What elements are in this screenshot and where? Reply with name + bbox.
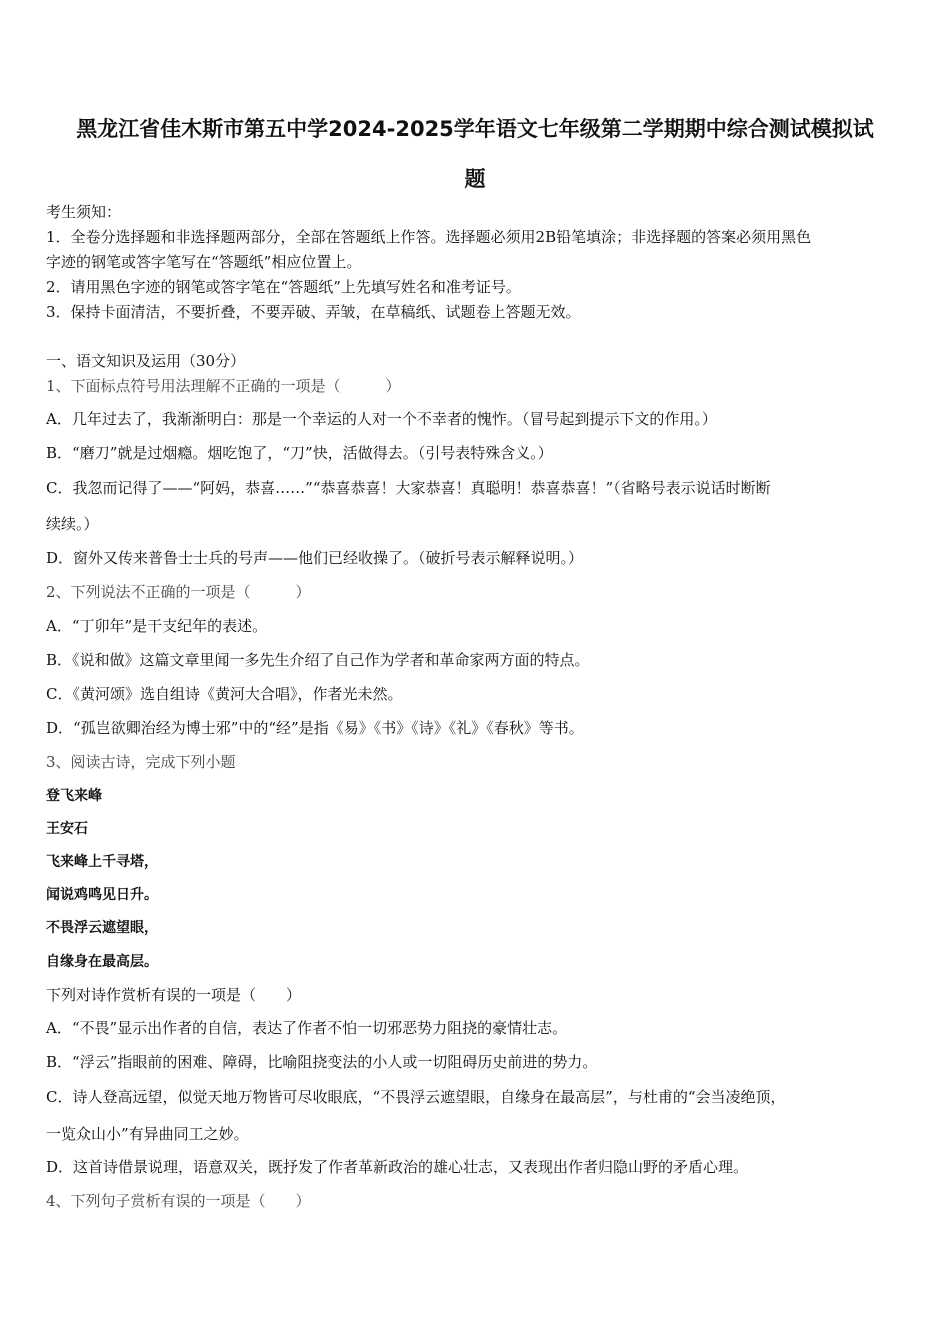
q3-option-a: A．“不畏”显示出作者的自信，表达了作者不怕一切邪恶势力阻挠的豪情壮志。 — [46, 1019, 568, 1037]
notice-item-3: 3．保持卡面清洁，不要折叠，不要弄破、弄皱，在草稿纸、试题卷上答题无效。 — [46, 303, 581, 321]
notice-heading: 考生须知： — [46, 203, 122, 221]
q3-sub-stem: 下列对诗作赏析有误的一项是（ ） — [46, 986, 302, 1004]
q1-option-c-line2: 续续。） — [46, 515, 99, 533]
poem-author: 王安石 — [46, 821, 88, 837]
q2-option-d: D．“孤岂欲卿治经为博士邪”中的“经”是指《易》《书》《诗》《礼》《春秋》等书。 — [46, 719, 584, 737]
q3-option-c-line1: C．诗人登高远望，似觉天地万物皆可尽收眼底，“不畏浮云遮望眼，自缘身在最高层”，与杜甫的“会当凌绝顶， — [46, 1088, 786, 1106]
q3-option-b: B．“浮云”指眼前的困难、障碍，比喻阻挠变法的小人或一切阻碍历史前进的势力。 — [46, 1053, 598, 1071]
poem-line-1: 飞来峰上千寻塔， — [46, 854, 158, 870]
poem-title: 登飞来峰 — [46, 788, 102, 804]
exam-title-line1: 黑龙江省佳木斯市第五中学2024-2025学年语文七年级第二学期期中综合测试模拟试 — [76, 117, 874, 141]
q2-option-a: A．“丁卯年”是干支纪年的表述。 — [46, 617, 268, 635]
q4-stem: 4、下列句子赏析有误的一项是（ ） — [46, 1192, 311, 1210]
q1-option-a: A．几年过去了，我渐渐明白：那是一个幸运的人对一个不幸者的愧怍。（冒号起到提示下文的作用。） — [46, 410, 717, 428]
q2-option-b: B．《说和做》这篇文章里闻一多先生介绍了自己作为学者和革命家两方面的特点。 — [46, 651, 590, 669]
poem-line-4: 自缘身在最高层。 — [46, 954, 158, 970]
q2-stem: 2、下列说法不正确的一项是（ ） — [46, 583, 311, 601]
notice-item-1a: 1．全卷分选择题和非选择题两部分，全部在答题纸上作答。选择题必须用2B铅笔填涂；非选择题的答案必须用黑色 — [46, 228, 812, 246]
q1-option-d: D．窗外又传来普鲁士士兵的号声——他们已经收操了。（破折号表示解释说明。） — [46, 549, 584, 567]
q1-stem: 1、下面标点符号用法理解不正确的一项是（ ） — [46, 377, 401, 395]
notice-item-2: 2．请用黑色字迹的钢笔或答字笔在“答题纸”上先填写姓名和准考证号。 — [46, 278, 521, 296]
section-heading: 一、语文知识及运用（30分） — [46, 352, 246, 370]
q1-option-b: B．“磨刀”就是过烟瘾。烟吃饱了，“刀”快，活做得去。（引号表特殊含义。） — [46, 444, 553, 462]
q3-stem: 3、阅读古诗，完成下列小题 — [46, 753, 236, 771]
q3-option-c-line2: 一览众山小”有异曲同工之妙。 — [46, 1125, 249, 1143]
poem-line-3: 不畏浮云遮望眼， — [46, 920, 158, 936]
poem-line-2: 闻说鸡鸣见日升。 — [46, 887, 158, 903]
exam-title-line2: 题 — [464, 167, 486, 191]
q2-option-c: C．《黄河颂》选自组诗《黄河大合唱》，作者光未然。 — [46, 685, 403, 703]
notice-item-1b: 字迹的钢笔或答字笔写在“答题纸”相应位置上。 — [46, 253, 362, 271]
q1-option-c-line1: C．我忽而记得了——“阿妈，恭喜……”“恭喜恭喜！大家恭喜！真聪明！恭喜恭喜！”（省略号表示说话时断断 — [46, 479, 771, 497]
q3-option-d: D．这首诗借景说理，语意双关，既抒发了作者革新政治的雄心壮志，又表现出作者归隐山野的矛盾心理。 — [46, 1158, 749, 1176]
